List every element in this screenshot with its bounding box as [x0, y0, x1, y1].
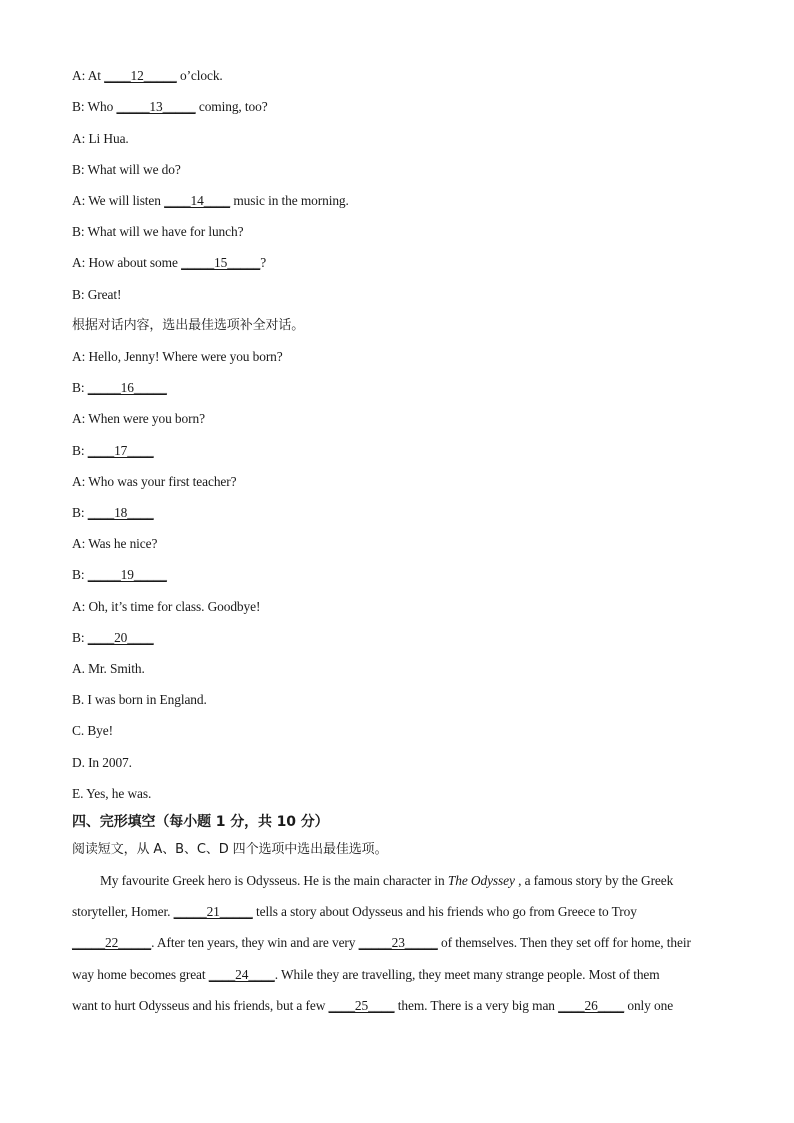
passage-text: way home becomes great [72, 967, 209, 982]
section-instruction: 阅读短文，从 A、B、C、D 四个选项中选出最佳选项。 [72, 842, 388, 857]
passage-text: want to hurt Odysseus and his friends, but a few [72, 998, 329, 1013]
option-e: E. Yes, he was. [72, 786, 152, 801]
passage-text: only one [624, 998, 674, 1013]
speaker: B: [72, 224, 85, 239]
dialogue1-line-4 [72, 161, 181, 179]
blank-14: ____14____ [164, 193, 231, 208]
dialogue1-line-1 [72, 67, 223, 85]
text-before: We will listen [88, 193, 165, 208]
blank-21: _____21_____ [173, 904, 253, 919]
passage-line-2 [72, 903, 637, 921]
dialogue2-line-3 [72, 410, 205, 428]
blank-24: ____24____ [208, 967, 275, 982]
passage-text: of themselves. Then they set off for home, their [437, 935, 691, 950]
dialogue2-line-4 [72, 442, 154, 460]
blank-25: ____25____ [328, 998, 395, 1013]
text-before: At [87, 68, 105, 83]
speaker: B: [72, 630, 85, 645]
text-before: Li Hua. [88, 131, 129, 146]
speaker: B: [72, 162, 85, 177]
blank-17: ____17____ [87, 443, 154, 458]
text-before: Great! [87, 287, 122, 302]
speaker: A: [72, 599, 86, 614]
blank-20: ____20____ [87, 630, 154, 645]
text-after: o’clock. [176, 68, 223, 83]
speaker: B: [72, 505, 85, 520]
speaker: A: [72, 411, 86, 426]
option-d: D. In 2007. [72, 755, 132, 770]
text-before: Oh, it’s time for class. Goodbye! [88, 599, 261, 614]
option-a: A. Mr. Smith. [72, 661, 145, 676]
blank-23: _____23_____ [358, 935, 438, 950]
text-before: Hello, Jenny! Where were you born? [88, 349, 283, 364]
dialogue1-line-3 [72, 130, 129, 148]
speaker: B: [72, 99, 85, 114]
text-before: What will we do? [87, 162, 181, 177]
speaker: A: [72, 474, 86, 489]
blank-15: _____15_____ [181, 255, 261, 270]
option-c: C. Bye! [72, 723, 113, 738]
blank-19: _____19_____ [87, 567, 167, 582]
dialogue2-line-6 [72, 504, 154, 522]
passage-text: storyteller, Homer. [72, 904, 174, 919]
passage-line-1 [100, 872, 673, 890]
blank-26: ____26____ [558, 998, 625, 1013]
dialogue2-line-10 [72, 629, 154, 647]
instruction-dialogue2: 根据对话内容，选出最佳选项补全对话。 [72, 318, 305, 333]
passage-line-5 [72, 997, 673, 1015]
speaker: A: [72, 255, 86, 270]
blank-22: _____22_____ [72, 935, 152, 950]
speaker: A: [72, 68, 86, 83]
blank-13: _____13_____ [116, 99, 196, 114]
dialogue1-line-7 [72, 254, 266, 272]
passage-text: , a famous story by the Greek [514, 873, 674, 888]
section-heading: 四、完形填空（每小题 1 分，共 10 分） [72, 814, 329, 830]
passage-line-4 [72, 966, 660, 984]
text-before: Was he nice? [88, 536, 158, 551]
speaker: A: [72, 349, 86, 364]
passage-text: them. There is a very big man [394, 998, 559, 1013]
speaker: B: [72, 567, 85, 582]
text-after: music in the morning. [230, 193, 349, 208]
speaker: A: [72, 193, 86, 208]
text-before: Who [87, 99, 117, 114]
passage-text: tells a story about Odysseus and his friends who go from Greece to Troy [252, 904, 637, 919]
speaker: B: [72, 443, 85, 458]
dialogue1-line-8 [72, 286, 121, 304]
passage-line-3 [72, 934, 691, 952]
passage-text: My favourite Greek hero is Odysseus. He is the main character in [100, 873, 448, 888]
dialogue2-line-5 [72, 473, 236, 491]
text-before: Who was your first teacher? [88, 474, 237, 489]
dialogue2-line-1 [72, 348, 283, 366]
dialogue2-line-9 [72, 598, 260, 616]
option-b: B. I was born in England. [72, 692, 207, 707]
passage-text: . After ten years, they win and are very [151, 935, 359, 950]
text-after: coming, too? [195, 99, 268, 114]
passage-text: . While they are travelling, they meet many strange people. Most of them [274, 967, 660, 982]
dialogue1-line-6 [72, 223, 243, 241]
blank-16: _____16_____ [87, 380, 167, 395]
dialogue1-line-5 [72, 192, 349, 210]
speaker: A: [72, 131, 86, 146]
text-before: When were you born? [88, 411, 205, 426]
book-title: The Odyssey [447, 873, 515, 888]
dialogue2-line-7 [72, 535, 157, 553]
speaker: B: [72, 380, 85, 395]
text-after: ? [260, 255, 267, 270]
text-before: What will we have for lunch? [87, 224, 244, 239]
text-before: How about some [88, 255, 182, 270]
speaker: A: [72, 536, 86, 551]
blank-12: ____12_____ [104, 68, 177, 83]
dialogue1-line-2 [72, 98, 268, 116]
blank-18: ____18____ [87, 505, 154, 520]
dialogue2-line-2 [72, 379, 167, 397]
dialogue2-line-8 [72, 566, 167, 584]
speaker: B: [72, 287, 85, 302]
